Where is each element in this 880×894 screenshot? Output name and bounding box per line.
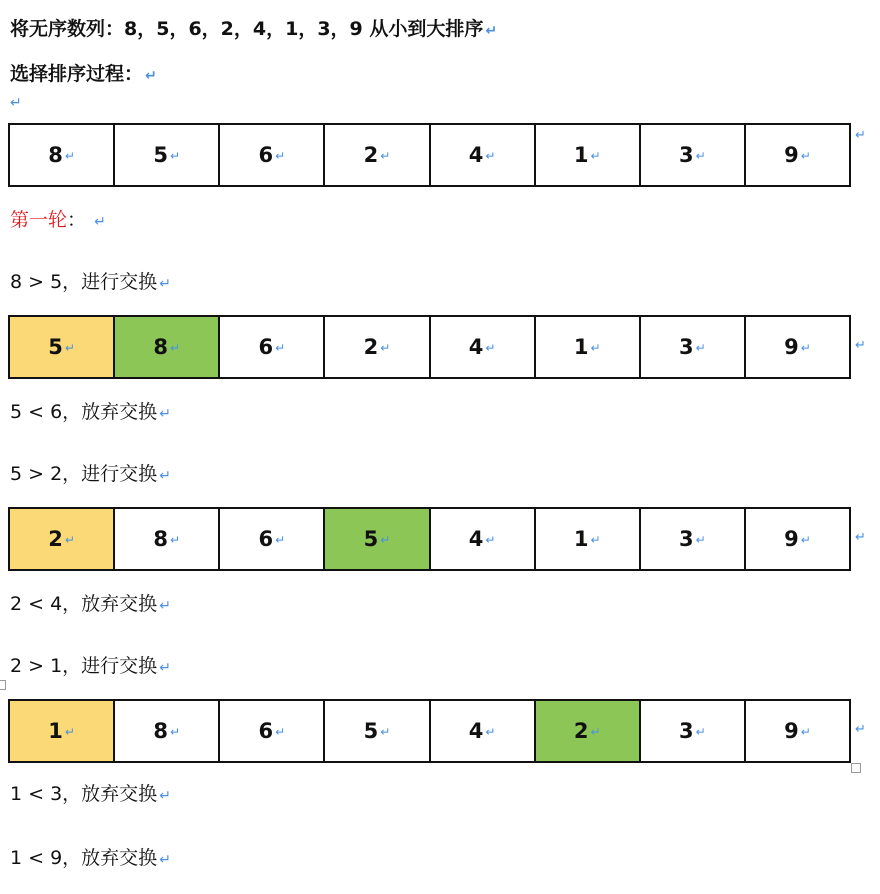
paragraph-mark-icon: ↵ [159,598,171,614]
table-cell: 4 ↵ [430,316,535,378]
paragraph-mark-icon: ↵ [855,722,866,737]
step-text: 5 > 2，进行交换 ↵ [10,463,171,485]
step-text: 5 < 6，放弃交换 ↵ [10,401,171,423]
table-cell: 4 ↵ [430,508,535,570]
table-cell: 9 ↵ [745,316,850,378]
table-cell: 2 ↵ [324,316,429,378]
table-cell: 6 ↵ [219,700,324,762]
table-select-handle[interactable] [0,680,6,690]
paragraph-mark-icon: ↵ [159,406,171,422]
title-text: 将无序数列：8，5，6，2，4，1，3，9 从小到大排序 [10,18,484,40]
process-heading-text: 选择排序过程： [10,63,144,85]
paragraph-mark-icon: ↵ [485,23,498,39]
table-cell: 2 ↵ [324,124,429,186]
paragraph-mark-icon: ↵ [159,468,171,484]
table-cell: 3 ↵ [640,316,745,378]
table-cell-swapped: 2 ↵ [535,700,640,762]
table-cell-current-min: 1 ↵ [9,700,114,762]
paragraph-mark-icon: ↵ [159,788,171,804]
step-text: 2 > 1，进行交换 ↵ [10,655,171,677]
table-cell: 9 ↵ [745,700,850,762]
process-heading [10,62,157,88]
sequence-table-step1 [8,315,851,379]
sequence-table-initial [8,123,851,187]
table-cell: 8 ↵ [114,508,219,570]
paragraph-mark-icon: ↵ [159,852,171,868]
paragraph-mark-icon: ↵ [855,530,866,545]
table-cell: 9 ↵ [745,508,850,570]
paragraph-mark-icon: ↵ [159,276,171,292]
table-cell: 3 ↵ [640,508,745,570]
table-cell: 1 ↵ [535,316,640,378]
paragraph-mark-icon: ↵ [855,338,866,353]
step-text: 2 < 4，放弃交换 ↵ [10,593,171,615]
table-cell: 8 ↵ [114,700,219,762]
round-label-text: 第一轮 [10,209,68,231]
table-cell: 1 ↵ [535,508,640,570]
table-cell-swapped: 5 ↵ [324,508,429,570]
sequence-table-step3 [8,507,851,571]
table-cell-current-min: 2 ↵ [9,508,114,570]
table-row [9,124,850,186]
step-text: 1 < 3，放弃交换 ↵ [10,783,171,805]
sequence-table-step5 [8,699,851,763]
table-cell: 4 ↵ [430,700,535,762]
paragraph-mark-icon: ↵ [10,95,22,111]
step-text: 1 < 9，放弃交换 ↵ [10,847,171,869]
paragraph-mark-icon: ↵ [159,660,171,676]
table-row [9,316,850,378]
table-cell: 8 ↵ [9,124,114,186]
table-cell: 5 ↵ [324,700,429,762]
table-resize-handle[interactable] [851,763,861,773]
table-cell: 6 ↵ [219,124,324,186]
table-cell: 9 ↵ [745,124,850,186]
table-cell: 5 ↵ [114,124,219,186]
table-row [9,508,850,570]
table-cell: 1 ↵ [535,124,640,186]
table-cell-swapped: 8 ↵ [114,316,219,378]
paragraph-mark-icon: ↵ [145,68,157,84]
table-cell: 6 ↵ [219,508,324,570]
table-cell: 3 ↵ [640,700,745,762]
table-row [9,700,850,762]
paragraph-mark-icon: ↵ [94,214,106,230]
round-label [10,208,106,234]
table-cell: 3 ↵ [640,124,745,186]
paragraph-mark-icon: ↵ [855,128,866,143]
round-colon: ： [67,209,87,231]
table-cell: 4 ↵ [430,124,535,186]
table-cell: 6 ↵ [219,316,324,378]
table-cell-current-min: 5 ↵ [9,316,114,378]
title-line [10,17,497,43]
step-text: 8 > 5，进行交换 ↵ [10,271,171,293]
